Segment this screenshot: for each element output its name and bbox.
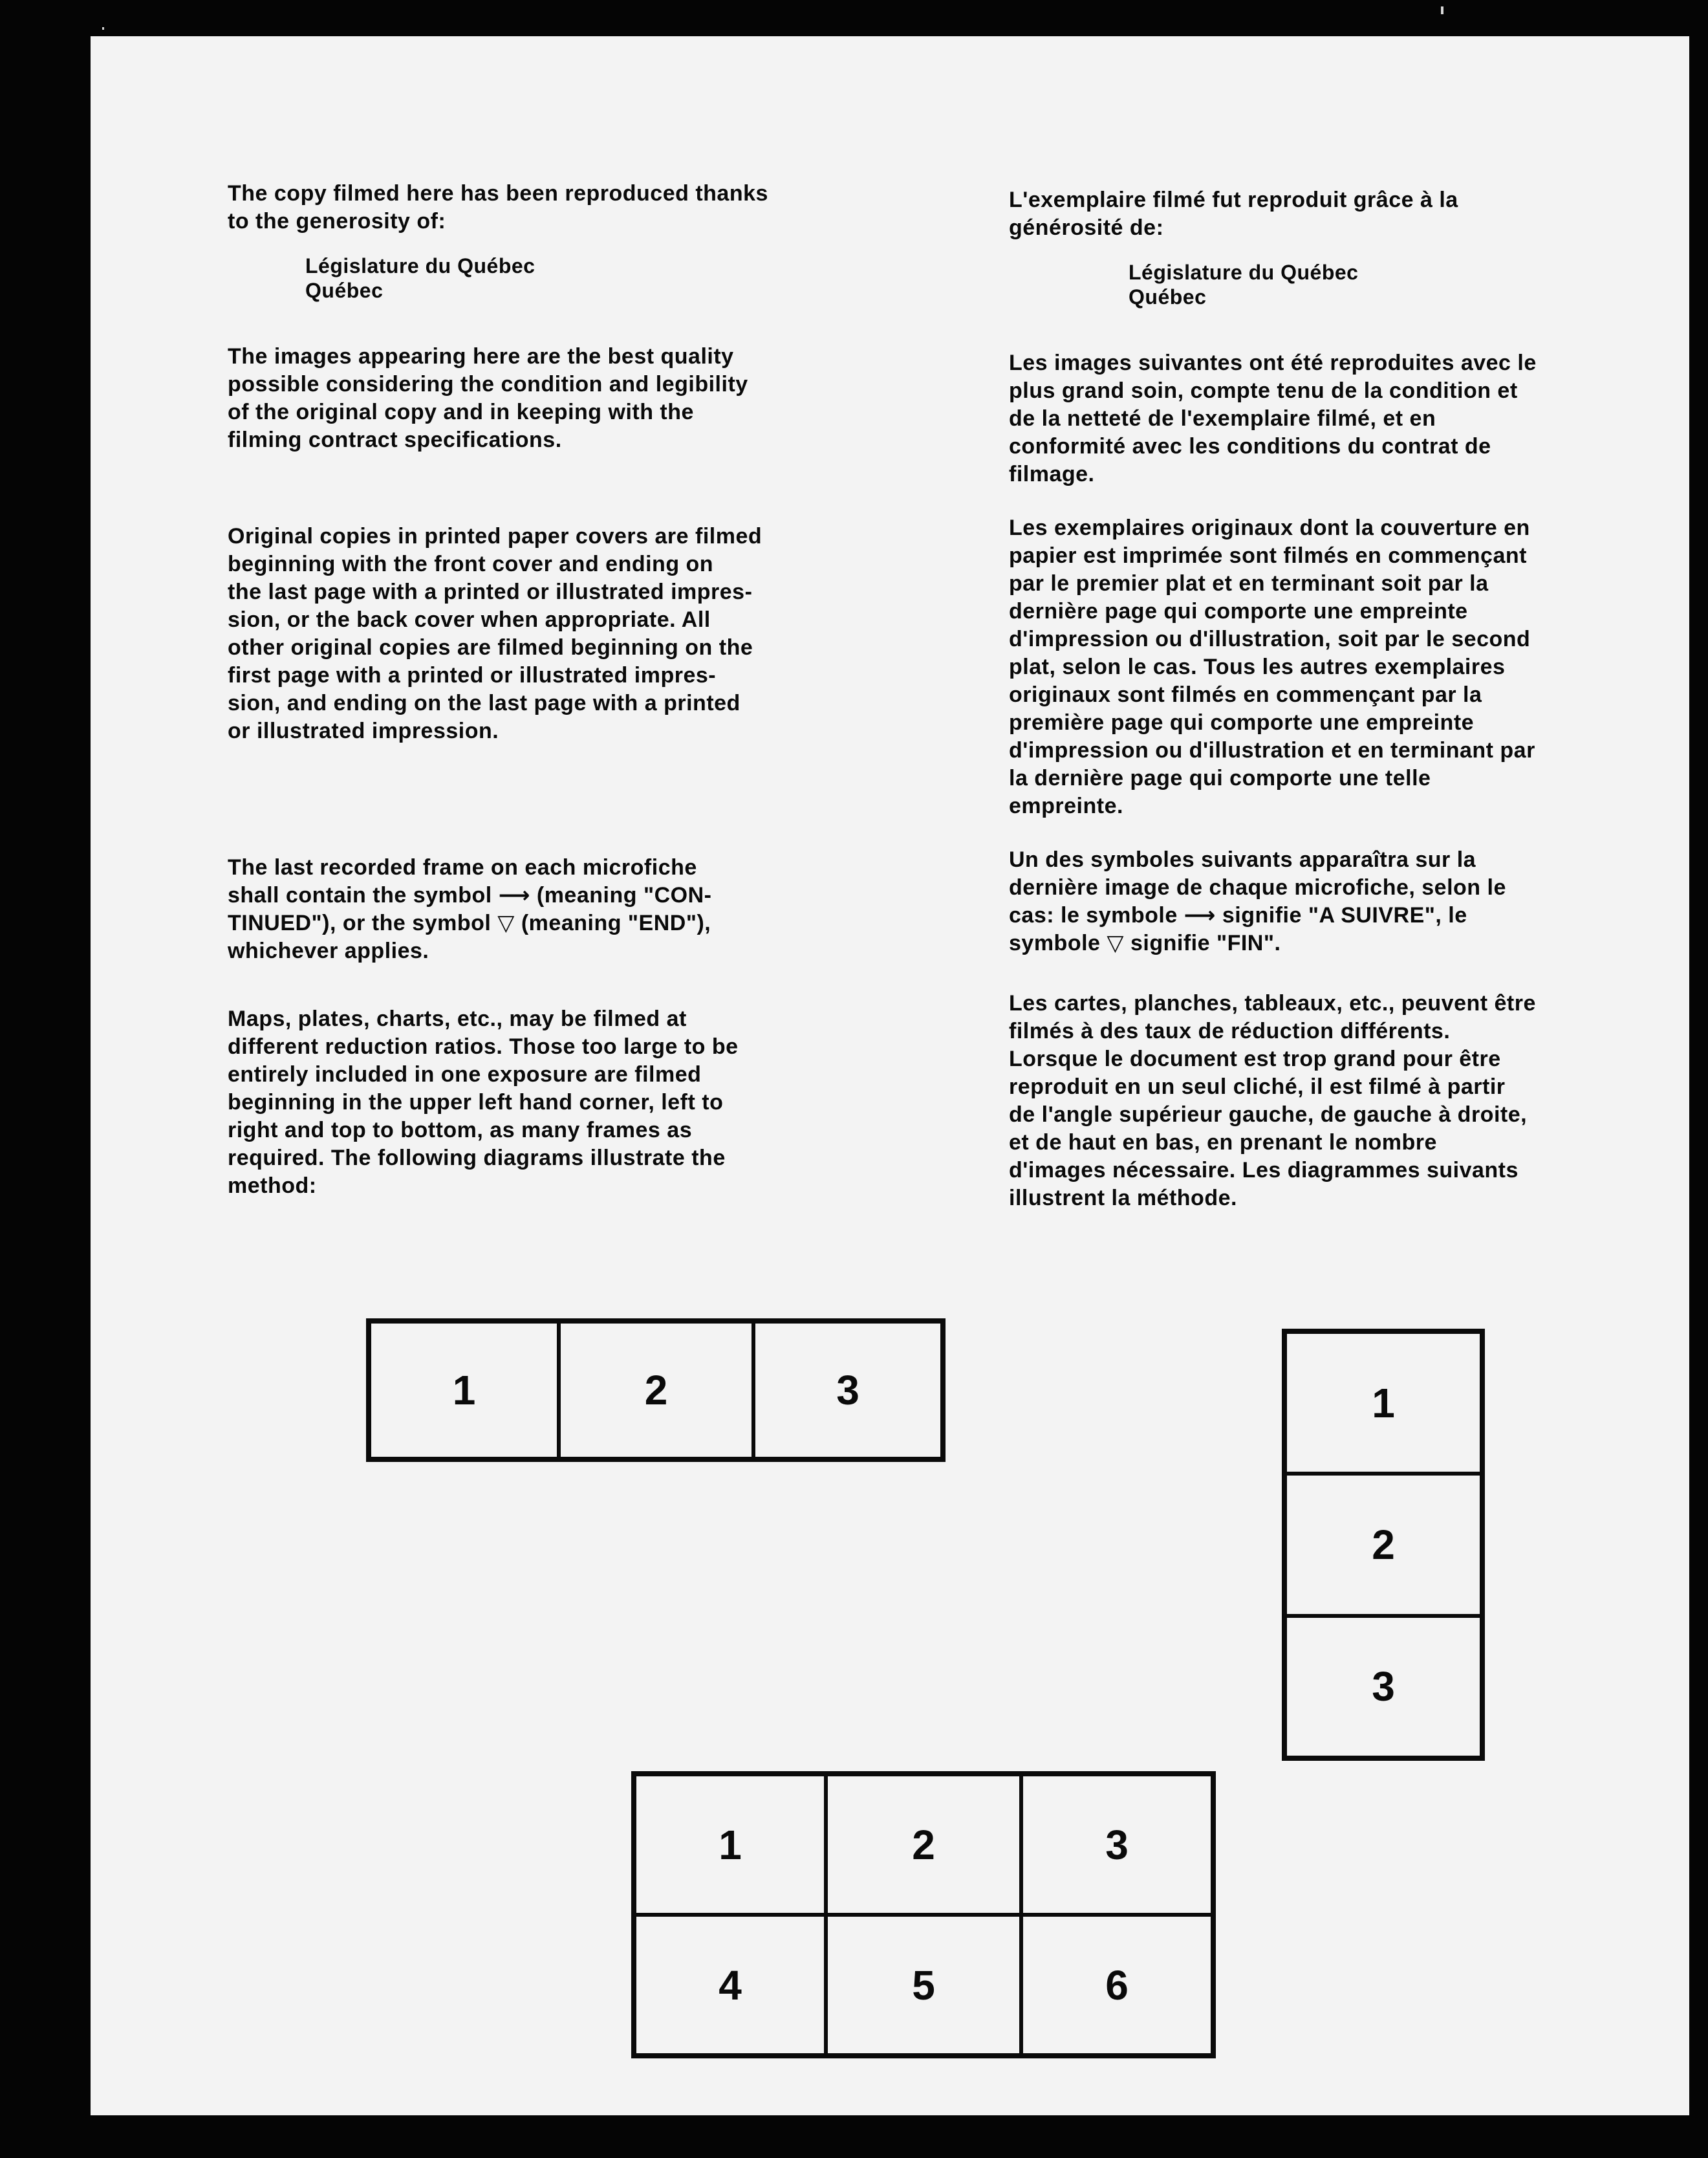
diagram-cell: 6 (1021, 1915, 1213, 2055)
en-institution-line1: Législature du Québec (305, 254, 535, 278)
diagram-cell: 2 (826, 1774, 1021, 1915)
diagram-cell: 3 (1021, 1774, 1213, 1915)
en-copy-credit: The copy filmed here has been reproduced thanks to the generosity of: (228, 181, 768, 234)
diagram-cell: 5 (826, 1915, 1021, 2055)
diagram-cell: 2 (559, 1322, 753, 1459)
diagram-grid (631, 1771, 1216, 2058)
diagram-vertical (1282, 1329, 1485, 1761)
fr-maps-plates: Les cartes, planches, tableaux, etc., peuvent être filmés à des taux de réduction différents. Lorsque le document est trop grand pour être reproduit en un seul cliché, il est filmé à partir de l'angle supérieur gauche, de gauche à droite, et de haut en bas, en prenant le nombre d'images nécessaire. Les diagrammes suivants illustrent la méthode. (1009, 991, 1536, 1210)
fr-institution (1009, 260, 1681, 309)
scan-speck (102, 27, 104, 30)
english-column (228, 180, 965, 1200)
french-column (1009, 186, 1681, 1212)
fr-original-copies: Les exemplaires originaux dont la couverture en papier est imprimée sont filmés en commençant par le premier plat et en terminant soit par la dernière page qui comporte une empreinte d'impression ou d'illustration, soit par le second plat, selon le cas. Tous les autres exemplaires originaux sont filmés en commençant par la première page qui comporte une empreinte d'impression ou d'illustration et en terminant par la dernière page qui comporte une telle empreinte. (1009, 516, 1535, 818)
diagram-horizontal (366, 1318, 946, 1462)
en-maps-plates: Maps, plates, charts, etc., may be filmed at different reduction ratios. Those too large to be entirely included in one exposure are filmed beginning in the upper left hand corner, left to right and top to bottom, as many frames as required. The following diagrams illustrate the method: (228, 1007, 739, 1198)
scan-speck (1441, 6, 1443, 14)
diagram-cell: 1 (369, 1322, 559, 1459)
en-institution-line2: Québec (305, 279, 384, 302)
en-image-quality: The images appearing here are the best quality possible considering the condition and legibility of the original copy and in keeping with the filming contract specifications. (228, 344, 748, 452)
fr-image-quality: Les images suivantes ont été reproduites avec le plus grand soin, compte tenu de la condition et de la netteté de l'exemplaire filmé, et en conformité avec les conditions du contrat de filmage. (1009, 351, 1537, 486)
diagram-cell: 3 (753, 1322, 942, 1459)
en-symbols: The last recorded frame on each microfiche shall contain the symbol ⟶ (meaning "CON- TINUED"), or the symbol ▽ (meaning "END"), whichever applies. (228, 855, 712, 963)
fr-institution-line2: Québec (1129, 285, 1207, 309)
en-institution (228, 254, 965, 303)
en-original-copies: Original copies in printed paper covers are filmed beginning with the front cover and ending on the last page with a printed or illustrated impres- sion, or the back cover when appropriate. All other original copies are filmed beginning on the first page with a printed or illustrated impres- sion, and ending on the last page with a printed or illustrated impression. (228, 524, 762, 743)
diagram-cell: 4 (634, 1915, 826, 2055)
diagram-cell: 1 (1285, 1332, 1482, 1474)
microfiche-notice-page (91, 36, 1689, 2115)
fr-copy-credit: L'exemplaire filmé fut reproduit grâce à la générosité de: (1009, 188, 1458, 240)
diagram-cell: 1 (634, 1774, 826, 1915)
diagram-cell: 3 (1285, 1616, 1482, 1758)
diagram-cell: 2 (1285, 1474, 1482, 1615)
fr-symbols: Un des symboles suivants apparaîtra sur la dernière image de chaque microfiche, selon le cas: le symbole ⟶ signifie "A SUIVRE", le symbole ▽ signifie "FIN". (1009, 847, 1506, 955)
fr-institution-line1: Législature du Québec (1129, 261, 1359, 284)
